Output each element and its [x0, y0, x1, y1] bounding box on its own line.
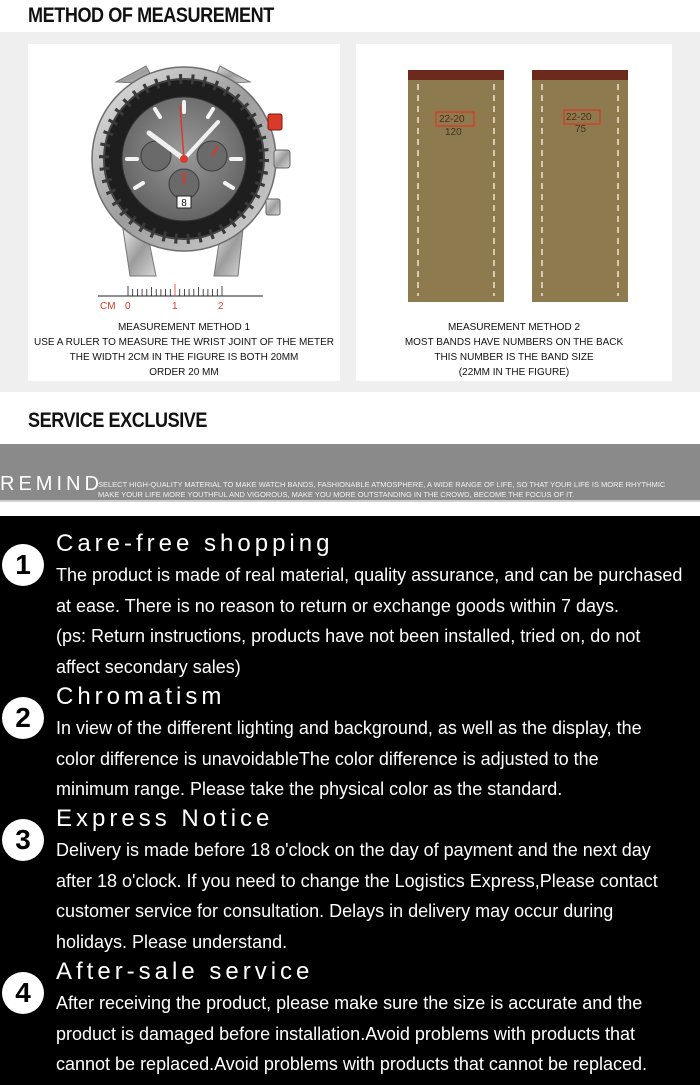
body-line: The product is made of real material, quality assurance, and can be purchased: [56, 565, 683, 585]
item-title: Express Notice: [56, 805, 274, 832]
body-line: customer service for consultation. Delays in delivery may occur during: [56, 901, 614, 922]
remind-word: REMIND: [0, 473, 103, 495]
caption-line: USE A RULER TO MEASURE THE WRIST JOINT OF THE METER: [33, 337, 335, 348]
strap-length-left: 120: [445, 127, 462, 138]
number-badge: 3: [2, 819, 44, 861]
item-body: [56, 835, 700, 958]
body-line: color difference is unavoidableThe color difference is adjusted to the: [56, 748, 599, 769]
item-title: After-sale service: [56, 958, 314, 985]
caption-line: MEASUREMENT METHOD 2: [447, 322, 581, 333]
item-title: Chromatism: [56, 683, 226, 710]
method2-caption: [356, 320, 672, 380]
item-body: [56, 713, 700, 805]
number-badge: 4: [2, 972, 44, 1014]
method1-card: [28, 44, 340, 381]
caption-line: THIS NUMBER IS THE BAND SIZE: [434, 352, 594, 363]
ruler-unit: CM: [100, 301, 116, 312]
ruler-tick-0: 0: [125, 301, 131, 312]
strap-illustration: [356, 44, 672, 314]
ruler: [88, 278, 268, 318]
strap-size-right: 22-20: [566, 112, 592, 123]
strap-length-right: 75: [575, 124, 587, 135]
svg-text:8: 8: [181, 198, 187, 209]
body-line: affect secondary sales): [56, 657, 241, 678]
caption-line: MOST BANDS HAVE NUMBERS ON THE BACK: [404, 337, 624, 348]
remind-line: SELECT HIGH-QUALITY MATERIAL TO MAKE WATCH BANDS, FASHIONABLE ATMOSPHERE, A WIDE RANGE OF LIFE, SO THAT YOUR LIFE IS MORE RHYTHMIC: [98, 480, 666, 489]
body-line: (ps: Return instructions, products have not been installed, tried on, do not: [56, 626, 641, 647]
item-body: [56, 560, 700, 683]
caption-line: THE WIDTH 2CM IN THE FIGURE IS BOTH 20MM: [69, 352, 299, 363]
body-line: at ease. There is no reason to return or exchange goods within 7 days.: [56, 595, 620, 616]
remind-line: MAKE YOUR LIFE MORE YOUTHFUL AND VIGOROUS, MAKE YOU MORE OUTSTANDING IN THE CROWD, BECOME THE FOCUS OF IT.: [98, 489, 575, 499]
strap-size-left: 22-20: [439, 114, 465, 125]
divider: [0, 500, 700, 502]
number-badge: 1: [2, 544, 44, 586]
item-body: [56, 988, 700, 1080]
caption-line: MEASUREMENT METHOD 1: [117, 322, 251, 333]
body-line: In view of the different lighting and background, as well as the display, the: [56, 718, 642, 738]
item-title: Care-free shopping: [56, 530, 334, 557]
service-title: SERVICE EXCLUSIVE: [28, 409, 208, 432]
body-line: product is damaged before installation.Avoid problems with products that: [56, 1023, 635, 1044]
body-line: Delivery is made before 18 o'clock on the day of payment and the next day: [56, 840, 651, 860]
body-line: After receiving the product, please make sure the size is accurate and the: [56, 993, 643, 1013]
number-badge: 2: [2, 697, 44, 739]
ruler-tick-2: 2: [218, 301, 224, 312]
caption-line: ORDER 20 MM: [149, 367, 219, 378]
service-panel: [0, 516, 700, 1085]
body-line: after 18 o'clock. If you need to change the Logistics Express,Please contact: [56, 870, 658, 891]
method1-caption: [28, 320, 340, 380]
ruler-tick-1: 1: [172, 301, 178, 312]
remind-text: [98, 480, 665, 499]
body-line: cannot be replaced.Avoid problems with products that cannot be replaced.: [56, 1054, 648, 1075]
caption-line: (22MM IN THE FIGURE): [458, 367, 570, 378]
measurement-title: METHOD OF MEASUREMENT: [28, 4, 274, 27]
watch-illustration: [28, 44, 340, 314]
body-line: holidays. Please understand.: [56, 932, 288, 953]
body-line: minimum range. Please take the physical color as the standard.: [56, 779, 563, 800]
method2-card: [356, 44, 672, 381]
